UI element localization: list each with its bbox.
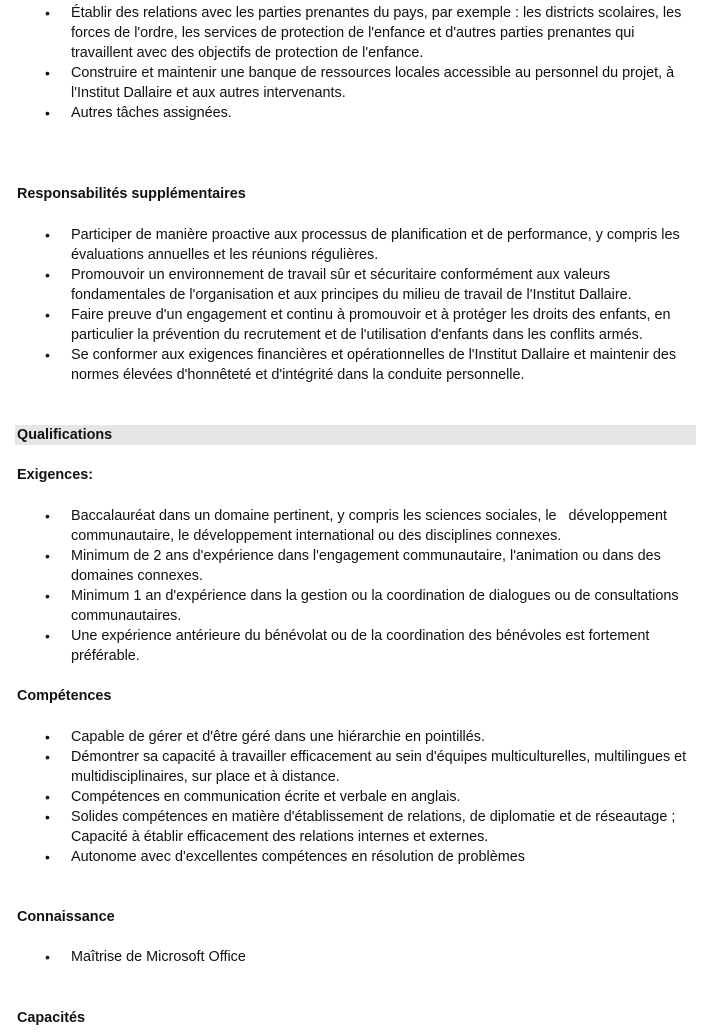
bullet: • (45, 789, 50, 805)
list-item (0, 807, 699, 847)
list-item (0, 345, 699, 385)
list-item-text: Autres tâches assignées. (71, 105, 232, 121)
list-item (0, 63, 699, 103)
list-item-text: Solides compétences en matière d'établissement de relations, de diplomatie et de réseautage ; Capacité à établir efficacement des relations internes et externes. (71, 809, 676, 845)
list-item (0, 546, 699, 586)
list-item (0, 265, 699, 305)
bullet: • (45, 508, 50, 524)
list-item (0, 225, 699, 265)
list-item-text: Établir des relations avec les parties prenantes du pays, par exemple : les districts scolaires, les forces de l'ordre, les services de protection de l'enfance et d'autres parties prenantes qui travaillent avec des objectifs de protection de l'enfance. (71, 5, 682, 61)
bullet: • (45, 548, 50, 564)
bullet: • (45, 949, 50, 965)
bullet: • (45, 729, 50, 745)
list-item-text: Maîtrise de Microsoft Office (71, 949, 246, 965)
list-item-text: Baccalauréat dans un domaine pertinent, y compris les sciences sociales, le développement communautaire, le développement international ou des disciplines connexes. (71, 508, 671, 544)
bullet: • (45, 105, 50, 121)
list-item (0, 506, 699, 546)
list-item-text: Autonome avec d'excellentes compétences en résolution de problèmes (71, 849, 525, 865)
list-item-text: Capable de gérer et d'être géré dans une hiérarchie en pointillés. (71, 729, 485, 745)
bullet: • (45, 849, 50, 865)
list-item-text: Faire preuve d'un engagement et continu à promouvoir et à protéger les droits des enfants, en particulier la prévention du recrutement et de l'utilisation d'enfants dans les conflits armés. (71, 307, 671, 343)
list-item-text: Minimum 1 an d'expérience dans la gestion ou la coordination de dialogues ou de consultations communautaires. (71, 588, 679, 624)
list-item-text: Promouvoir un environnement de travail sûr et sécuritaire conformément aux valeurs fondamentales de l'organisation et aux principes du milieu de travail de l'Institut Dallaire. (71, 267, 632, 303)
list-item-text: Compétences en communication écrite et verbale en anglais. (71, 789, 461, 805)
responsabilites-list (0, 225, 699, 385)
list-item (0, 947, 699, 967)
section-heading-competences: Compétences (17, 688, 112, 704)
list-item (0, 626, 699, 666)
section-heading-capacites: Capacités (17, 1010, 85, 1026)
exigences-list (0, 506, 699, 666)
list-item (0, 586, 699, 626)
list-item-text: Se conformer aux exigences financières et opérationnelles de l'Institut Dallaire et maintenir des normes élevées d'honnêteté et d'intégrité dans la conduite personnelle. (71, 347, 677, 383)
list-item (0, 103, 699, 123)
section-heading-responsabilites: Responsabilités supplémentaires (17, 186, 246, 202)
bullet: • (45, 307, 50, 323)
list-item-text: Minimum de 2 ans d'expérience dans l'engagement communautaire, l'animation ou dans des domaines connexes. (71, 548, 661, 584)
bullet: • (45, 5, 50, 21)
intro-task-list (0, 3, 699, 123)
connaissance-list (0, 947, 699, 967)
list-item-text: Une expérience antérieure du bénévolat ou de la coordination des bénévoles est fortement préférable. (71, 628, 650, 664)
bullet: • (45, 628, 50, 644)
list-item (0, 3, 699, 63)
bullet: • (45, 65, 50, 81)
list-item (0, 747, 699, 787)
list-item (0, 787, 699, 807)
list-item (0, 727, 699, 747)
qualifications-band (15, 425, 696, 445)
list-item-text: Participer de manière proactive aux processus de planification et de performance, y compris les évaluations annuelles et les réunions régulières. (71, 227, 680, 263)
bullet: • (45, 267, 50, 283)
section-heading-connaissance: Connaissance (17, 909, 115, 925)
competences-list (0, 727, 699, 867)
list-item-text: Démontrer sa capacité à travailler efficacement au sein d'équipes multiculturelles, multilingues et multidisciplinaires, sur place et à distance. (71, 749, 687, 785)
bullet: • (45, 809, 50, 825)
bullet: • (45, 227, 50, 243)
list-item (0, 305, 699, 345)
bullet: • (45, 749, 50, 765)
bullet: • (45, 588, 50, 604)
list-item (0, 847, 699, 867)
section-heading-exigences: Exigences: (17, 467, 93, 483)
bullet: • (45, 347, 50, 363)
list-item-text: Construire et maintenir une banque de ressources locales accessible au personnel du projet, à l'Institut Dallaire et aux autres intervenants. (71, 65, 675, 101)
section-heading-qualifications: Qualifications (17, 427, 113, 443)
